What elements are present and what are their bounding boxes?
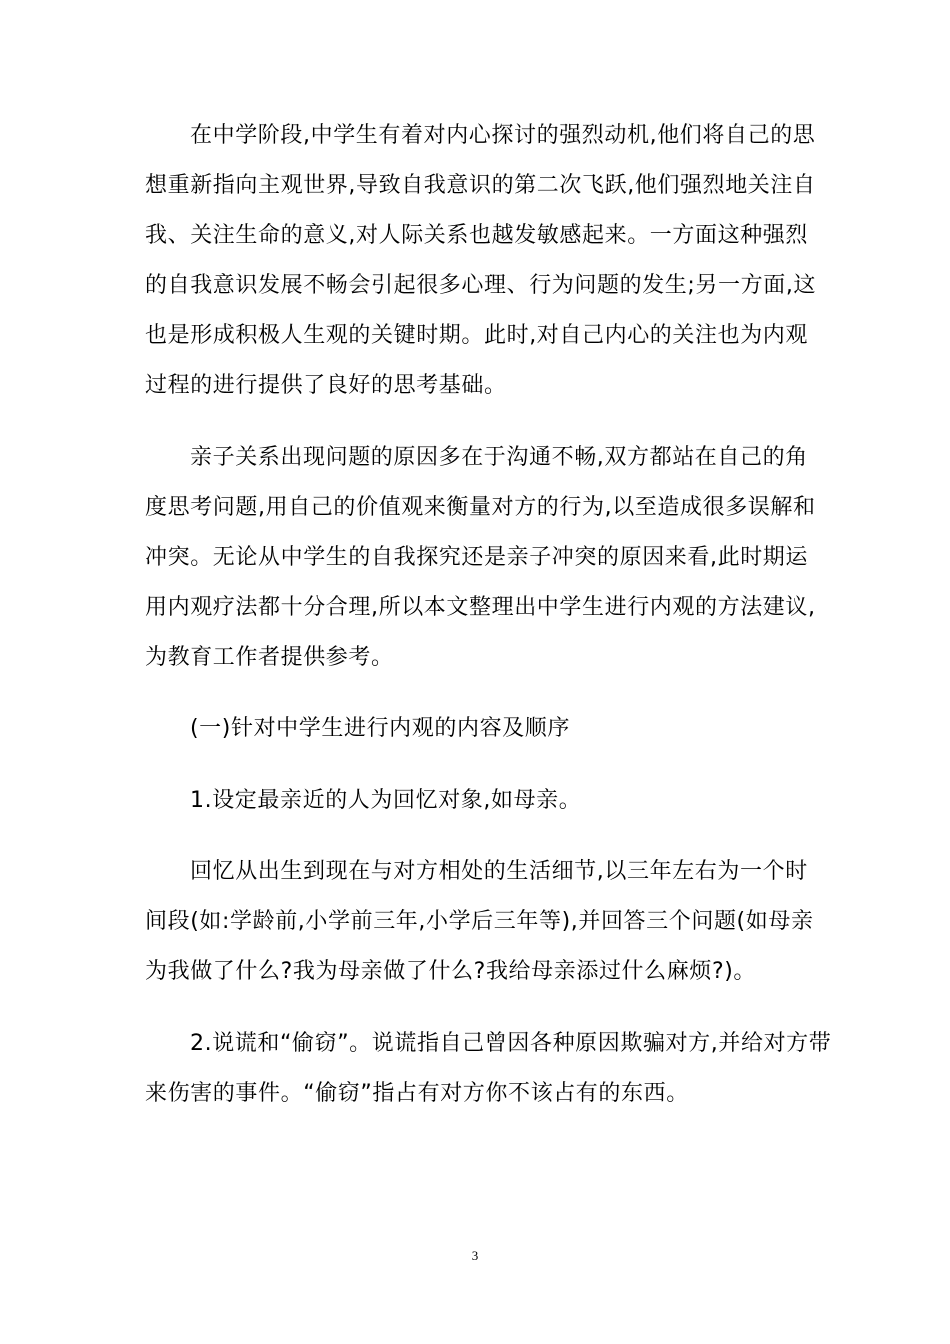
paragraph-line: 亲子关系出现问题的原因多在于沟通不畅,双方都站在自己的角 [190,445,808,470]
page-number: 3 [471,1248,479,1263]
paragraph-line: 度思考问题,用自己的价值观来衡量对方的行为,以至造成很多误解和 [145,495,816,520]
paragraph-line: 我、关注生命的意义,对人际关系也越发敏感起来。一方面这种强烈 [145,223,808,248]
list-item-1: 1.设定最亲近的人为回忆对象,如母亲。 [190,788,582,813]
paragraph-line: 2.说谎和“偷窃”。说谎指自己曾因各种原因欺骗对方,并给对方带 [190,1031,832,1056]
paragraph-line: 过程的进行提供了良好的思考基础。 [145,373,507,398]
paragraph-line: 冲突。无论从中学生的自我探究还是亲子冲突的原因来看,此时期运 [145,545,808,570]
paragraph-line: 回忆从出生到现在与对方相处的生活细节,以三年左右为一个时 [190,859,808,884]
paragraph-line: 想重新指向主观世界,导致自我意识的第二次飞跃,他们强烈地关注自 [145,173,816,198]
paragraph-line: 为我做了什么?我为母亲做了什么?我给母亲添过什么麻烦?)。 [145,959,757,984]
paragraph-line: 的自我意识发展不畅会引起很多心理、行为问题的发生;另一方面,这 [145,273,817,298]
paragraph-line: 用内观疗法都十分合理,所以本文整理出中学生进行内观的方法建议, [145,595,816,620]
paragraph-line: 为教育工作者提供参考。 [145,645,394,670]
paragraph-line: 在中学阶段,中学生有着对内心探讨的强烈动机,他们将自己的思 [190,123,816,148]
section-heading: (一)针对中学生进行内观的内容及顺序 [190,716,570,741]
paragraph-line: 间段(如:学龄前,小学前三年,小学后三年等),并回答三个问题(如母亲 [145,909,814,934]
paragraph-line: 也是形成积极人生观的关键时期。此时,对自己内心的关注也为内观 [145,323,808,348]
paragraph-line: 来伤害的事件。“偷窃”指占有对方你不该占有的东西。 [145,1081,689,1106]
